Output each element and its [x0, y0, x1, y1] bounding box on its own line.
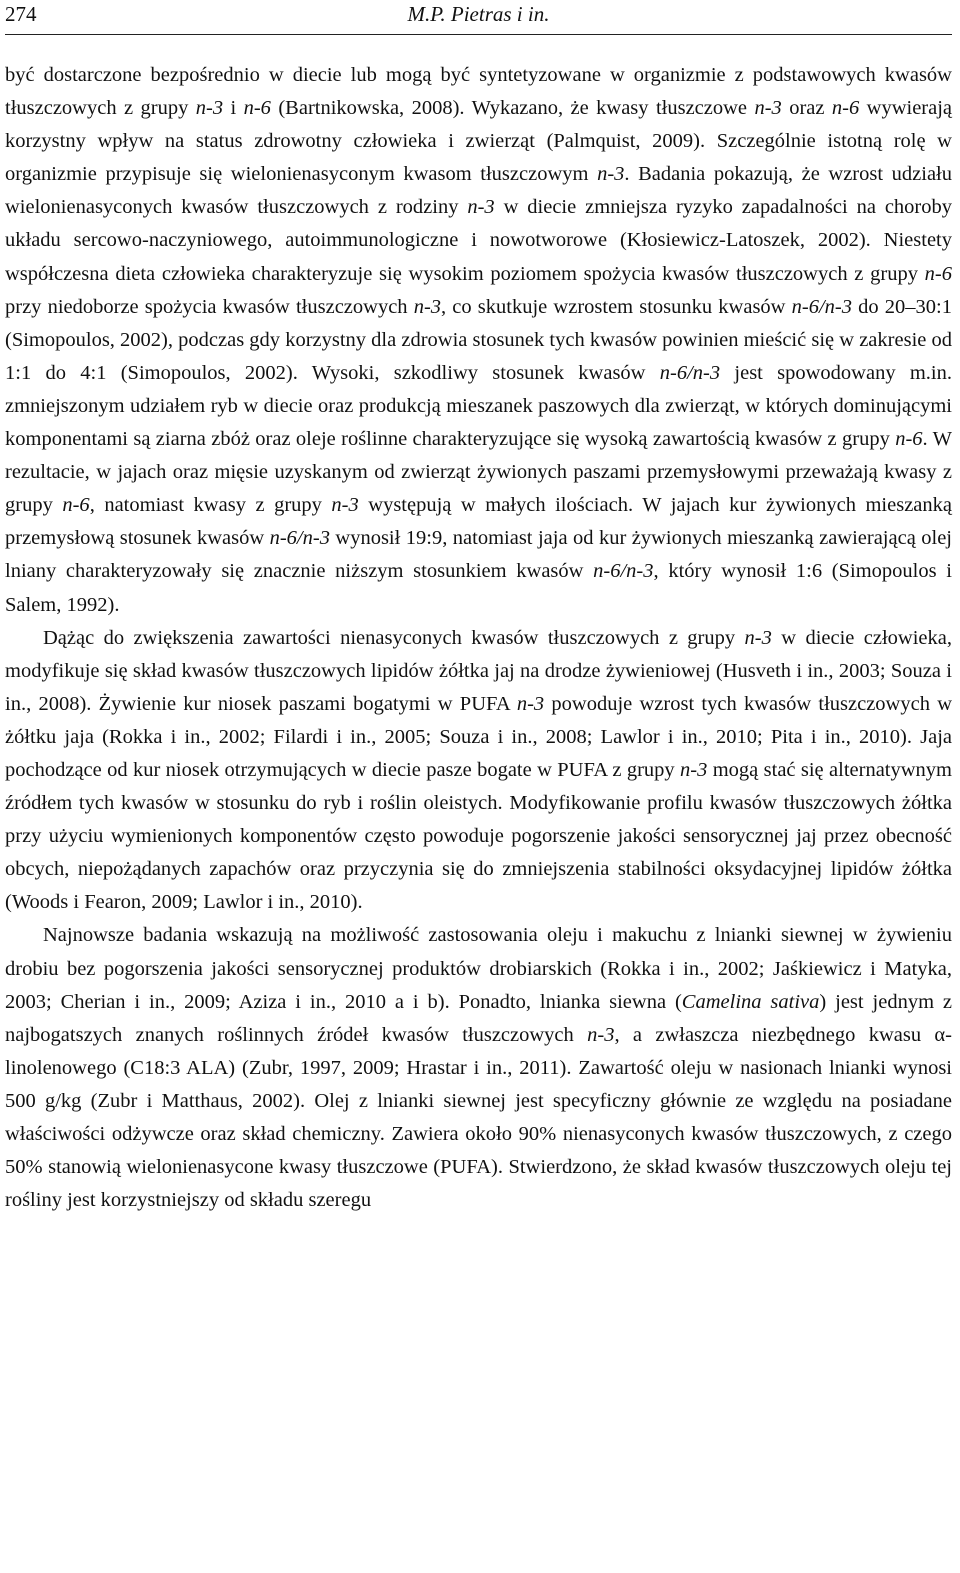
- italic-text: n-3: [587, 1023, 615, 1046]
- text-span: oraz: [781, 97, 832, 120]
- italic-text: n-3: [467, 196, 495, 219]
- paragraph-camelina-sativa: [5, 919, 952, 1217]
- italic-text: n-6: [831, 97, 860, 120]
- text-span: być dostarczone bezpośrednio w diecie lub mogą być syntetyzowane w organizmie z podstawowych kwasów tłuszczowych z grupy: [5, 64, 952, 120]
- text-span: powoduje wzrost tych kwasów tłuszczowych w żółtku jaja (Rokka i in., 2002; Filardi i in., 2005; Souza i in., 2008; Lawlor i in., 2010; Pita i in., 2010). Jaja pochodzące od kur niosek otrzymujących w diecie pasze bogate w PUFA z grupy: [5, 692, 953, 781]
- text-span: w diecie zmniejsza ryzyko zapadalności na choroby układu sercowo-naczyniowego, autoimmunologiczne i nowotworowe (Kłosiewicz-Latoszek, 2002). Niestety współczesna dieta człowieka charakteryzuje się wysokim poziomem spożycia kwasów tłuszczowych z grupy: [5, 196, 952, 285]
- text-span: , natomiast kwasy z grupy: [89, 494, 332, 517]
- italic-text: n-6/n-3: [593, 560, 654, 583]
- italic-text: n-6: [62, 494, 90, 517]
- italic-text: n-6: [243, 97, 271, 120]
- running-head-authors: M.P. Pietras i in.: [407, 2, 550, 26]
- paragraph-omega-fatty-acids-diet: [5, 59, 952, 622]
- italic-text: n-3: [195, 97, 224, 120]
- italic-text: n-3: [744, 626, 772, 649]
- italic-text: n-6/n-3: [791, 295, 852, 318]
- text-span: w diecie człowieka, modyfikuje się skład kwasów tłuszczowych lipidów żółtka jaj na drodze żywieniowej (Husveth i in., 2003; Souza i in., 2008). Żywienie kur niosek paszami bogatymi w PUFA: [5, 626, 952, 715]
- paragraph-yolk-modification: [5, 622, 952, 920]
- text-span: . W rezultacie, w jajach oraz mięsie uzyskanym od zwierząt żywionych paszami przemysłowymi przeważają kwasy z grupy: [5, 428, 953, 517]
- text-span: i: [223, 97, 244, 120]
- text-span: występują w małych ilościach. W jajach kur żywionych mieszanką przemysłową stosunek kwasów: [5, 494, 953, 550]
- text-span: ) jest jednym z najbogatszych znanych roślinnych źródeł kwasów tłuszczowych: [5, 990, 953, 1046]
- page-number: 274: [5, 2, 37, 26]
- italic-text: n-3: [597, 163, 625, 186]
- italic-text: n-3: [516, 692, 545, 715]
- text-span: , co skutkuje wzrostem stosunku kwasów: [441, 295, 792, 318]
- text-span: mogą stać się alternatywnym źródłem tych kwasów w stosunku do ryb i roślin oleistych. Modyfikowanie profilu kwasów tłuszczowych żółtka przy użyciu wymienionych komponentów często powoduje pogorszenie jakości sensorycznej jaj przez obecność obcych, niepożądanych zapachów oraz przyczynia się do zmniejszenia stabilności oksydacyjnej lipidów żółtka (Woods i Fearon, 2009; Lawlor i in., 2010).: [5, 758, 952, 914]
- italic-text: n-3: [680, 758, 708, 781]
- italic-text: n-6/n-3: [269, 527, 330, 550]
- text-span: (Bartnikowska, 2008). Wykazano, że kwasy tłuszczowe: [270, 97, 755, 120]
- text-span: . Badania pokazują, że wzrost udziału wielonienasyconych kwasów tłuszczowych z rodziny: [5, 163, 952, 219]
- italic-text: Camelina sativa: [681, 990, 820, 1013]
- text-span: Dążąc do zwiększenia zawartości nienasyconych kwasów tłuszczowych z grupy: [43, 626, 745, 649]
- page-header: [5, 0, 952, 35]
- text-span: przy niedoborze spożycia kwasów tłuszczowych: [5, 295, 414, 318]
- article-body: [5, 59, 952, 1217]
- italic-text: n-6: [924, 262, 952, 285]
- text-span: do 20–30:1 (Simopoulos, 2002), podczas gdy korzystny dla zdrowia stosunek tych kwasów powinien mieścić się w zakresie od 1:1 do 4:1 (Simopoulos, 2002). Wysoki, szkodliwy stosunek kwasów: [5, 295, 952, 384]
- text-span: wynosił 19:9, natomiast jaja od kur żywionych mieszanką zawierającą olej lniany charakteryzowały się znacznie niższym stosunkiem kwasów: [5, 527, 952, 583]
- journal-page: [5, 0, 952, 1573]
- italic-text: n-6/n-3: [659, 361, 721, 384]
- italic-text: n-6: [895, 428, 923, 451]
- italic-text: n-3: [413, 295, 442, 318]
- text-span: Najnowsze badania wskazują na możliwość zastosowania oleju i makuchu z lnianki siewnej w żywieniu drobiu bez pogorszenia jakości sensorycznej produktów drobiarskich (Rokka i in., 2002; Jaśkiewicz i Matyka, 2003; Cherian i in., 2009; Aziza i in., 2010 a i b). Ponadto, lnianka siewna (: [5, 924, 952, 1013]
- text-span: jest spowodowany m.in. zmniejszonym udziałem ryb w diecie oraz produkcją mieszanek paszowych dla zwierząt, w których dominującymi komponentami są ziarna zbóż oraz oleje roślinne charakteryzujące się wysoką zawartością kwasów z grupy: [5, 361, 953, 451]
- text-span: wywierają korzystny wpływ na status zdrowotny człowieka i zwierząt (Palmquist, 2009). Szczególnie istotną rolę w organizmie przypisuje się wielonienasyconym kwasom tłuszczowym: [5, 97, 953, 186]
- italic-text: n-3: [754, 97, 782, 120]
- text-span: , który wynosił 1:6 (Simopoulos i Salem, 1992).: [5, 560, 952, 616]
- text-span: , a zwłaszcza niezbędnego kwasu α-linolenowego (C18:3 ALA) (Zubr, 1997, 2009; Hrastar i in., 2011). Zawartość oleju w nasionach lnianki wynosi 500 g/kg (Zubr i Matthaus, 2002). Olej z lnianki siewnej jest specyficzny głównie ze względu na posiadane właściwości odżywcze oraz skład chemiczny. Zawiera około 90% nienasyconych kwasów tłuszczowych, z czego 50% stanowią wielonienasycone kwasy tłuszczowe (PUFA). Stwierdzono, że skład kwasów tłuszczowych oleju tej rośliny jest korzystniejszy od składu szeregu: [5, 1023, 952, 1212]
- italic-text: n-3: [331, 494, 359, 517]
